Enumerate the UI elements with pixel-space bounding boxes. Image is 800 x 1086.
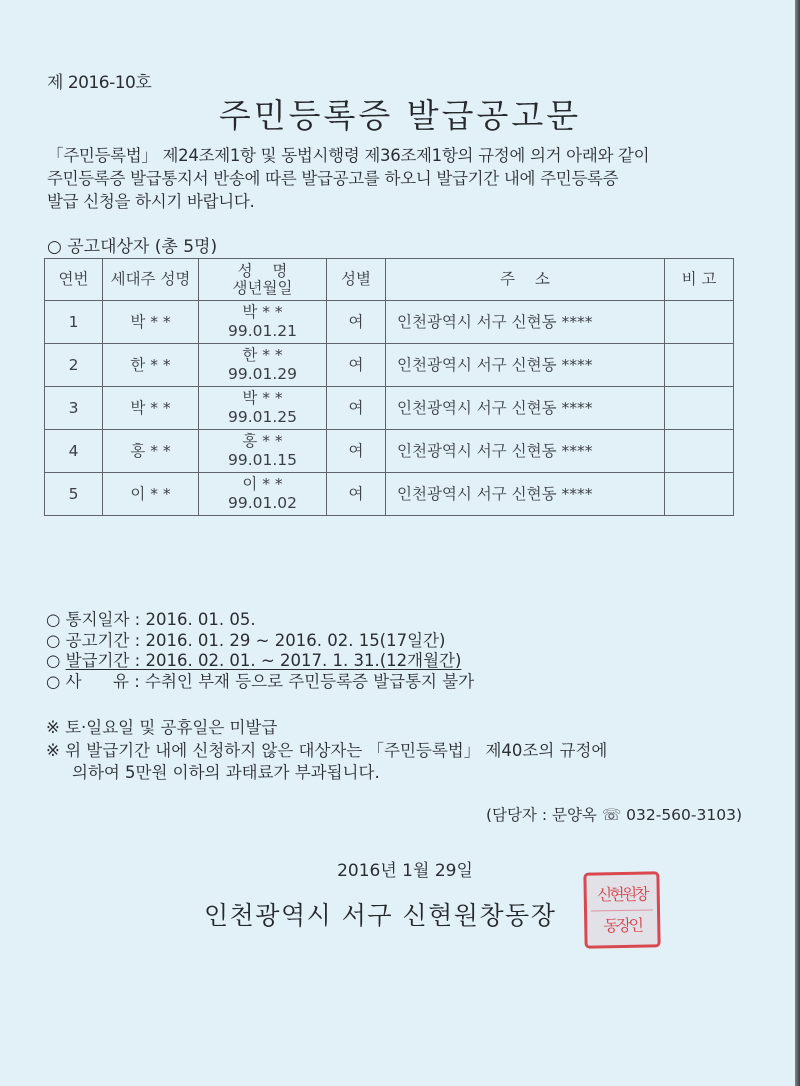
cell-remarks [665,301,734,344]
header-householder: 세대주 성명 [103,259,199,301]
cell-gender: 여 [327,301,386,344]
cell-no: 3 [45,387,103,430]
cell-remarks [665,387,734,430]
cell-remarks [665,473,734,516]
cell-address: 인천광역시 서구 신현동 **** [386,344,665,387]
cell-name: 박 * * [242,389,283,407]
announcement-period: ○ 공고기간 : 2016. 01. 29 ~ 2016. 02. 15(17일간) [46,630,446,650]
targets-section-heading: ○ 공고대상자 (총 5명) [47,237,218,257]
cell-name-birth [199,387,327,430]
table-row [45,387,734,430]
table-row [45,344,734,387]
table-row [45,473,734,516]
intro-line: 주민등록증 발급통지서 반송에 따른 발급공고를 하오니 발급기간 내에 주민등록증 [47,169,619,188]
cell-householder: 이 * * [103,473,199,516]
document-title: 주민등록증 발급공고문 [218,96,582,135]
issue-period: 발급기간 : 2016. 02. 01. ~ 2017. 1. 31.(12개월간) [65,651,462,670]
table-row [45,430,734,473]
issue-period-row [46,651,474,672]
cell-address: 인천광역시 서구 신현동 **** [386,387,665,430]
notice-details [46,610,474,692]
cell-name: 한 * * [242,346,283,364]
cell-no: 1 [45,301,103,344]
cell-no: 5 [45,473,103,516]
cell-no: 2 [45,344,103,387]
note-weekend: ※ 토·일요일 및 공휴일은 미발급 [46,718,278,737]
cell-no: 4 [45,430,103,473]
cell-name-birth [199,301,327,344]
cell-householder: 한 * * [103,344,199,387]
note-penalty-cont: 의하여 5만원 이하의 과태료가 부과됩니다. [72,763,380,782]
cell-gender: 여 [327,387,386,430]
cell-birth: 99.01.21 [227,322,298,340]
bullet-icon: ○ [46,651,66,670]
cell-name-birth [199,430,327,473]
cell-remarks [665,344,734,387]
cell-name-birth [199,344,327,387]
contact-info: (담당자 : 문양옥 ☏ 032-560-3103) [485,806,742,824]
table-header-row [45,259,734,301]
header-gender: 성별 [327,259,386,301]
header-name-birth [199,259,327,301]
cell-birth: 99.01.29 [227,365,298,383]
cell-name: 박 * * [242,303,283,321]
cell-name-birth [199,473,327,516]
intro-line: 발급 신청을 하시기 바랍니다. [47,192,255,211]
notice-date: ○ 통지일자 : 2016. 01. 05. [46,610,256,629]
issuer-name: 인천광역시 서구 신현원창동장 [204,901,557,930]
scan-edge-strip [795,0,800,1086]
cell-householder: 박 * * [103,387,199,430]
stamp-line: 신현원창 [590,879,653,911]
cell-birth: 99.01.02 [227,494,298,512]
header-address: 주 소 [386,259,665,301]
targets-table [44,258,734,516]
reason: ○ 사 유 : 수취인 부재 등으로 주민등록증 발급통지 불가 [46,671,475,691]
cell-householder: 홍 * * [103,430,199,473]
note-penalty: ※ 위 발급기간 내에 신청하지 않은 대상자는 「주민등록법」 제40조의 규정에 [46,740,608,760]
header-birth: 생년월일 [232,278,293,297]
table-row [45,301,734,344]
cell-gender: 여 [327,344,386,387]
signature-date: 2016년 1월 29일 [337,861,473,881]
cell-gender: 여 [327,430,386,473]
intro-paragraph [47,144,649,213]
header-name: 성 명 [237,261,288,280]
cell-remarks [665,430,734,473]
cell-gender: 여 [327,473,386,516]
cell-householder: 박 * * [103,301,199,344]
document-number: 제 2016-10호 [47,73,152,93]
cell-address: 인천광역시 서구 신현동 **** [386,301,665,344]
official-seal-stamp [583,871,660,948]
cell-birth: 99.01.15 [227,451,298,469]
cell-name: 이 * * [242,475,283,493]
header-remarks: 비 고 [665,259,734,301]
cell-address: 인천광역시 서구 신현동 **** [386,430,665,473]
header-no: 연번 [45,259,103,301]
stamp-line: 동장인 [603,915,642,935]
intro-line: 「주민등록법」 제24조제1항 및 동법시행령 제36조제1항의 규정에 의거 아래와 같이 [47,146,650,165]
cell-name: 홍 * * [242,432,283,450]
notes [46,717,607,785]
cell-birth: 99.01.25 [227,408,298,426]
cell-address: 인천광역시 서구 신현동 **** [386,473,665,516]
